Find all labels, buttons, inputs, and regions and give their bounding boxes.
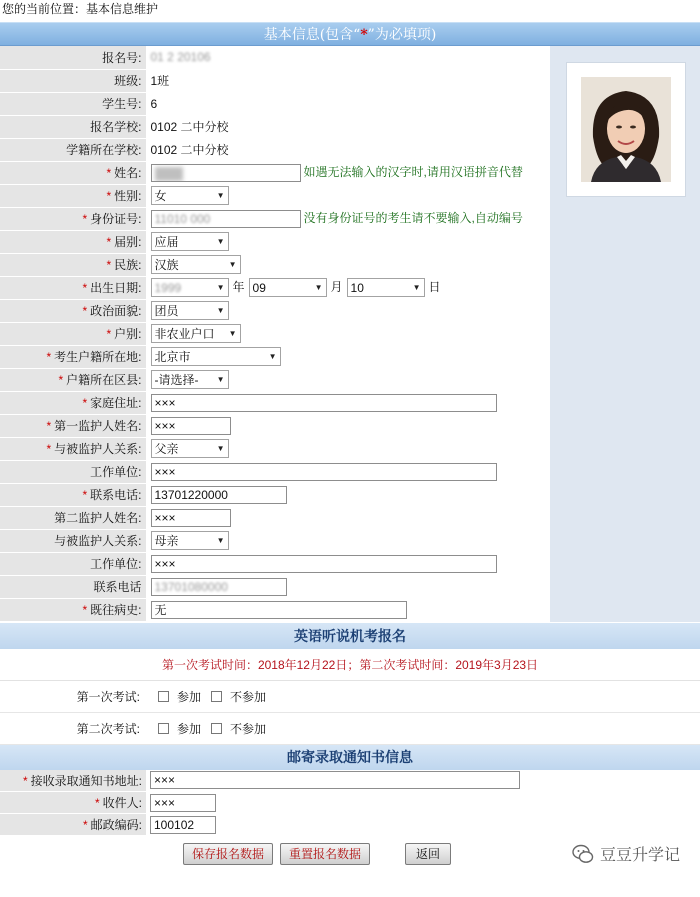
- guardian1-rel-select[interactable]: [151, 439, 229, 458]
- hukou-type-cell: [146, 322, 550, 345]
- chevron-down-icon: ▼: [216, 375, 225, 384]
- required-mark: *: [58, 373, 64, 387]
- required-mark: *: [82, 488, 88, 502]
- required-mark: *: [82, 304, 88, 318]
- row-guardian2-name: [0, 506, 550, 529]
- exam-time-note: 第一次考试时间：2018年12月22日；第二次考试时间：2019年3月23日: [0, 649, 700, 681]
- guardian1-name-cell: [146, 414, 550, 437]
- reset-button[interactable]: 重置报名数据: [280, 843, 370, 865]
- guardian2-rel-cell: [146, 529, 550, 552]
- basic-info-section-header: [0, 22, 700, 46]
- chevron-down-icon: ▼: [216, 536, 225, 545]
- first-exam-row: [0, 681, 700, 713]
- grade-type-label-text: 届别:: [114, 235, 142, 249]
- id-no-hint: 没有身份证号的考生请不要输入,自动编号: [303, 211, 523, 226]
- second-exam-label: 第二次考试:: [76, 721, 140, 736]
- birth-year-selected: 1999: [154, 280, 182, 295]
- row-guardian1-rel: [0, 437, 550, 460]
- guardian1-rel-label: [0, 437, 146, 460]
- chevron-down-icon: ▼: [228, 260, 237, 269]
- recipient-label: [0, 792, 146, 814]
- first-exam-attend-checkbox[interactable]: [158, 691, 169, 702]
- guardian2-work-label: 工作单位:: [0, 552, 146, 575]
- grade-type-label: [0, 230, 146, 253]
- name-cell: [146, 161, 550, 184]
- recipient-input[interactable]: ×××: [150, 794, 216, 812]
- row-school: [0, 115, 550, 138]
- medical-history-cell: [146, 598, 550, 621]
- breadcrumb: 您的当前位置：基本信息维护: [0, 0, 700, 22]
- english-exam-header: 英语听说机考报名: [0, 622, 700, 649]
- birth-month-selected: 09: [252, 280, 266, 295]
- row-guardian2-work: [0, 552, 550, 575]
- hukou-district-label: [0, 368, 146, 391]
- recipient-label-text: 收件人:: [102, 796, 142, 810]
- id-no-input[interactable]: [151, 210, 301, 228]
- hukou-place-select[interactable]: [151, 347, 281, 366]
- name-label-text: 姓名:: [114, 166, 142, 180]
- basic-info-table: [0, 46, 550, 622]
- guardian2-name-cell: [146, 506, 550, 529]
- row-guardian1-name: [0, 414, 550, 437]
- watermark: [572, 842, 680, 865]
- guardian1-work-label: 工作单位:: [0, 460, 146, 483]
- political-cell: [146, 299, 550, 322]
- postcode-cell: [146, 814, 690, 836]
- required-mark: *: [106, 258, 112, 272]
- guardian2-phone-input[interactable]: [151, 578, 287, 596]
- mail-address-cell: [146, 770, 690, 792]
- guardian2-phone-label: 联系电话: [0, 575, 146, 598]
- required-mark: *: [106, 327, 112, 341]
- row-address: [0, 391, 550, 414]
- grade-type-selected: 应届: [154, 235, 179, 249]
- row-name: [0, 161, 550, 184]
- row-guardian1-phone: [0, 483, 550, 506]
- student-photo: [581, 77, 671, 182]
- birth-label: [0, 276, 146, 299]
- back-button[interactable]: 返回: [405, 843, 451, 865]
- required-mark: *: [94, 796, 100, 810]
- guardian2-rel-label: 与被监护人关系:: [0, 529, 146, 552]
- photo-panel: [550, 46, 700, 622]
- political-select[interactable]: [151, 301, 229, 320]
- guardian1-rel-selected: 父亲: [154, 442, 179, 456]
- wechat-icon: [572, 843, 594, 865]
- guardian2-phone-cell: [146, 575, 550, 598]
- required-mark: *: [106, 166, 112, 180]
- required-mark: *: [46, 442, 52, 456]
- name-redacted: [155, 167, 183, 181]
- chevron-down-icon: ▼: [268, 352, 277, 361]
- hukou-district-selected: -请选择-: [154, 373, 199, 387]
- birth-year-unit: 年: [232, 279, 245, 294]
- row-guardian1-work: [0, 460, 550, 483]
- guardian2-phone-text: 13701080000: [154, 579, 228, 594]
- postcode-label: [0, 814, 146, 836]
- school-label: 报名学校:: [0, 115, 146, 138]
- row-ethnicity: [0, 253, 550, 276]
- guardian2-work-input[interactable]: ×××: [151, 555, 497, 573]
- birth-month-unit: 月: [330, 279, 343, 294]
- political-label: [0, 299, 146, 322]
- required-mark: *: [106, 189, 112, 203]
- row-enroll-school: [0, 138, 550, 161]
- name-label: [0, 161, 146, 184]
- action-bar: [0, 836, 700, 872]
- id-no-cell: [146, 207, 550, 230]
- second-exam-skip-checkbox[interactable]: [211, 723, 222, 734]
- address-label-text: 家庭住址:: [90, 396, 142, 410]
- birth-day-selected: 10: [350, 280, 364, 295]
- hukou-place-label-text: 考生户籍所在地:: [54, 350, 142, 364]
- chevron-down-icon: ▼: [216, 444, 225, 453]
- section-title-suffix: ”为必填项): [367, 27, 437, 43]
- birth-day-unit: 日: [428, 279, 441, 294]
- guardian1-phone-cell: [146, 483, 550, 506]
- basic-info-panel: [0, 46, 700, 622]
- birth-day-select[interactable]: [347, 278, 425, 297]
- row-guardian2-rel: [0, 529, 550, 552]
- ethnicity-select[interactable]: [151, 255, 241, 274]
- required-mark: *: [82, 212, 88, 226]
- row-student-no: [0, 92, 550, 115]
- hukou-place-cell: [146, 345, 550, 368]
- guardian1-name-label-text: 第一监护人姓名:: [54, 419, 142, 433]
- required-mark: *: [82, 281, 88, 295]
- second-exam-attend-label: 参加: [177, 721, 202, 736]
- section-title-prefix: 基本信息(包含“: [263, 27, 361, 43]
- student-no-value: 6: [146, 92, 550, 115]
- name-hint: 如遇无法输入的汉字时,请用汉语拼音代替: [303, 165, 523, 180]
- row-gender: [0, 184, 550, 207]
- guardian2-work-cell: [146, 552, 550, 575]
- birth-month-select[interactable]: [249, 278, 327, 297]
- required-mark: *: [46, 350, 52, 364]
- hukou-place-label: [0, 345, 146, 368]
- grade-type-cell: [146, 230, 550, 253]
- hukou-district-select[interactable]: [151, 370, 229, 389]
- guardian1-rel-label-text: 与被监护人关系:: [54, 442, 142, 456]
- row-hukou-place: [0, 345, 550, 368]
- address-label: [0, 391, 146, 414]
- save-button[interactable]: 保存报名数据: [183, 843, 273, 865]
- gender-label-text: 性别:: [114, 189, 142, 203]
- reg-no-value: [146, 46, 550, 69]
- mail-address-input[interactable]: ×××: [150, 771, 520, 789]
- mail-table: [0, 770, 690, 837]
- address-cell: [146, 391, 550, 414]
- hukou-type-label: [0, 322, 146, 345]
- guardian1-name-input[interactable]: ×××: [151, 417, 231, 435]
- reg-no-label: 报名号:: [0, 46, 146, 69]
- required-mark: *: [106, 235, 112, 249]
- id-no-text: 11010 000: [154, 211, 211, 226]
- enroll-school-label: 学籍所在学校:: [0, 138, 146, 161]
- gender-label: [0, 184, 146, 207]
- hukou-type-select[interactable]: [151, 324, 241, 343]
- gender-cell: [146, 184, 550, 207]
- ethnicity-label: [0, 253, 146, 276]
- row-birth: [0, 276, 550, 299]
- required-star: *: [360, 27, 368, 43]
- row-reg-no: [0, 46, 550, 69]
- guardian1-rel-cell: [146, 437, 550, 460]
- gender-selected: 女: [154, 189, 167, 203]
- class-value: 1班: [146, 69, 550, 92]
- guardian1-work-cell: [146, 460, 550, 483]
- id-no-label: [0, 207, 146, 230]
- medical-history-label: [0, 598, 146, 621]
- guardian1-work-input[interactable]: ×××: [151, 463, 497, 481]
- first-exam-attend-label: 参加: [177, 689, 202, 704]
- ethnicity-selected: 汉族: [154, 258, 179, 272]
- first-exam-label: 第一次考试:: [76, 689, 140, 704]
- row-id-no: [0, 207, 550, 230]
- ethnicity-cell: [146, 253, 550, 276]
- first-exam-skip-label: 不参加: [230, 689, 267, 704]
- medical-history-input[interactable]: 无: [151, 601, 407, 619]
- reg-no-text: 01 2 20106: [150, 50, 211, 65]
- guardian2-rel-select[interactable]: [151, 531, 229, 550]
- chevron-down-icon: ▼: [216, 237, 225, 246]
- row-class: [0, 69, 550, 92]
- birth-label-text: 出生日期:: [90, 281, 142, 295]
- guardian1-phone-label-text: 联系电话:: [90, 488, 142, 502]
- medical-history-label-text: 既往病史:: [90, 603, 142, 617]
- political-selected: 团员: [154, 304, 179, 318]
- mail-address-label-text: 接收录取通知书地址:: [30, 773, 142, 788]
- photo-frame: [566, 62, 686, 197]
- row-grade-type: [0, 230, 550, 253]
- row-hukou-type: [0, 322, 550, 345]
- political-label-text: 政治面貌:: [90, 304, 142, 318]
- ethnicity-label-text: 民族:: [114, 258, 142, 272]
- guardian1-phone-label: [0, 483, 146, 506]
- required-mark: *: [46, 419, 52, 433]
- row-mail-address: [0, 770, 690, 792]
- hukou-district-label-text: 户籍所在区县:: [66, 373, 142, 387]
- row-guardian2-phone: [0, 575, 550, 598]
- row-medical-history: [0, 598, 550, 621]
- address-input[interactable]: ×××: [151, 394, 497, 412]
- hukou-district-cell: [146, 368, 550, 391]
- postcode-input[interactable]: 100102: [150, 816, 216, 834]
- birth-cell: [146, 276, 550, 299]
- required-mark: *: [22, 773, 28, 788]
- student-no-label: 学生号:: [0, 92, 146, 115]
- hukou-type-selected: 非农业户口: [154, 327, 215, 341]
- second-exam-attend-checkbox[interactable]: [158, 723, 169, 734]
- row-postcode: [0, 814, 690, 836]
- name-input[interactable]: [151, 164, 301, 182]
- required-mark: *: [82, 603, 88, 617]
- row-recipient: [0, 792, 690, 814]
- chevron-down-icon: ▼: [228, 329, 237, 338]
- second-exam-skip-label: 不参加: [230, 721, 267, 736]
- required-mark: *: [82, 818, 88, 832]
- school-value: 0102 二中分校: [146, 115, 550, 138]
- chevron-down-icon: ▼: [216, 191, 225, 200]
- guardian1-phone-input[interactable]: 13701220000: [151, 486, 287, 504]
- hukou-place-selected: 北京市: [154, 350, 191, 364]
- enroll-school-value: 0102 二中分校: [146, 138, 550, 161]
- required-mark: *: [82, 396, 88, 410]
- id-no-label-text: 身份证号:: [90, 212, 142, 226]
- chevron-down-icon: ▼: [412, 283, 421, 293]
- chevron-down-icon: ▼: [314, 283, 323, 293]
- chevron-down-icon: ▼: [216, 306, 225, 315]
- hukou-type-label-text: 户别:: [114, 327, 142, 341]
- gender-select[interactable]: [151, 186, 229, 205]
- class-label: 班级:: [0, 69, 146, 92]
- guardian2-name-label: 第二监护人姓名:: [0, 506, 146, 529]
- guardian2-rel-selected: 母亲: [154, 534, 179, 548]
- guardian1-name-label: [0, 414, 146, 437]
- second-exam-row: [0, 713, 700, 745]
- grade-type-select[interactable]: [151, 232, 229, 251]
- mail-section-header: 邮寄录取通知书信息: [0, 745, 700, 770]
- postcode-label-text: 邮政编码:: [90, 818, 142, 832]
- recipient-cell: [146, 792, 690, 814]
- first-exam-skip-checkbox[interactable]: [211, 691, 222, 702]
- mail-address-label: [0, 770, 146, 792]
- chevron-down-icon: ▼: [216, 283, 225, 293]
- row-political: [0, 299, 550, 322]
- row-hukou-district: [0, 368, 550, 391]
- watermark-text: 豆豆升学记: [599, 847, 680, 864]
- birth-year-select[interactable]: [151, 278, 229, 297]
- guardian2-name-input[interactable]: ×××: [151, 509, 231, 527]
